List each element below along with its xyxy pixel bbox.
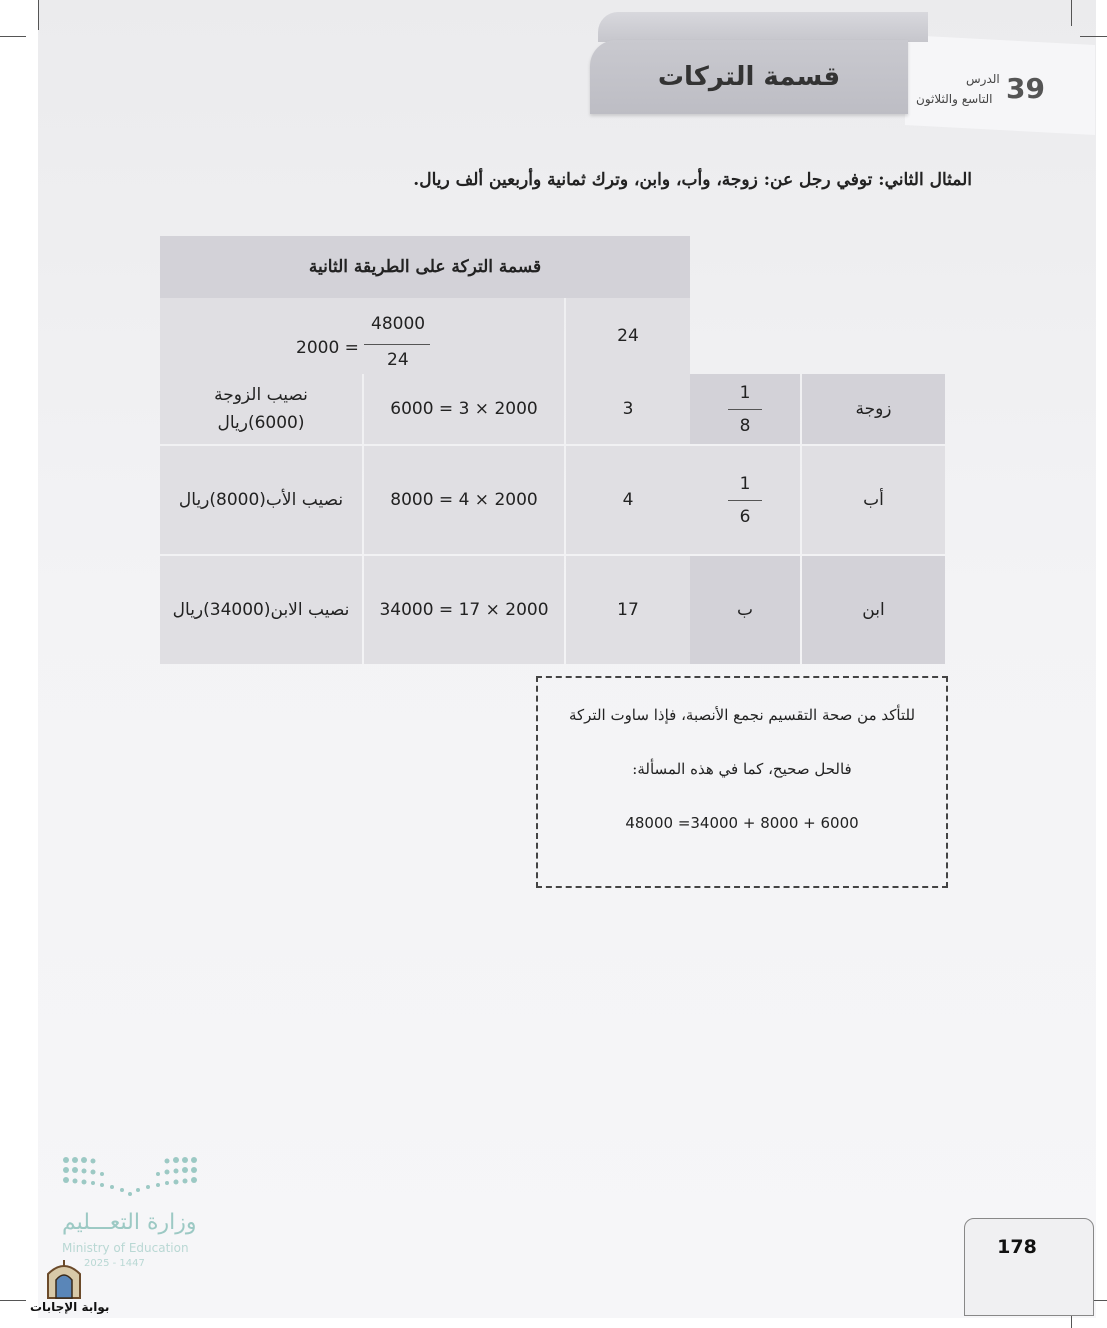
share-denominator: 24 xyxy=(387,350,409,370)
crop-mark xyxy=(0,1300,26,1301)
page-number: 178 xyxy=(997,1236,1037,1258)
calc-text: 34000 = 17 × 2000 xyxy=(379,600,549,620)
page-number-box xyxy=(964,1218,1094,1316)
fraction-bar xyxy=(728,500,762,501)
table-row-parts xyxy=(566,556,690,664)
table-row-result xyxy=(160,556,362,664)
share-value-cell xyxy=(160,298,564,374)
fraction-numerator: 1 xyxy=(739,382,751,403)
portal-logo-icon xyxy=(44,1256,84,1300)
table-row-heir xyxy=(802,374,945,444)
table-title-text: قسمة التركة على الطريقة الثانية xyxy=(308,257,542,277)
share-numerator: 48000 xyxy=(371,314,426,334)
crop-mark xyxy=(0,36,26,37)
parts-text: 17 xyxy=(617,600,639,620)
table-row-result xyxy=(160,374,362,444)
table-row-heir xyxy=(802,446,945,554)
fraction-bar xyxy=(728,409,762,410)
calc-text: 6000 = 3 × 2000 xyxy=(390,399,538,419)
table-row-calc xyxy=(364,556,564,664)
table-row-parts xyxy=(566,374,690,444)
parts-text: 4 xyxy=(622,490,634,510)
crop-mark xyxy=(38,0,39,30)
note-line-2: فالحل صحيح، كما في هذه المسألة: xyxy=(632,760,852,778)
fraction-denominator: 6 xyxy=(739,506,751,527)
base-value: 24 xyxy=(617,326,639,346)
table-row-parts xyxy=(566,446,690,554)
result-line: نصيب الزوجة xyxy=(214,385,308,405)
fraction-text: ب xyxy=(736,600,753,620)
ministry-name-arabic: وزارة التعـــليم xyxy=(62,1210,197,1235)
heir-text: أب xyxy=(863,490,884,510)
table-row-calc xyxy=(364,446,564,554)
calc-text: 8000 = 4 × 2000 xyxy=(390,490,538,510)
result-line: نصيب الابن(34000)ريال xyxy=(172,600,350,620)
ministry-logo-icon xyxy=(62,1156,198,1200)
base-cell xyxy=(566,298,690,374)
lesson-ordinal: التاسع والثلاثون xyxy=(916,92,993,106)
fraction-denominator: 8 xyxy=(739,415,751,436)
fraction xyxy=(728,474,762,527)
parts-text: 3 xyxy=(622,399,634,419)
example-intro: المثال الثاني: توفي رجل عن: زوجة، وأب، وابن، وترك ثمانية وأربعين ألف ريال. xyxy=(413,170,972,190)
table-row-result xyxy=(160,446,362,554)
lesson-number: 39 xyxy=(1006,72,1045,105)
table-row-fraction xyxy=(690,556,800,664)
heir-text: ابن xyxy=(862,600,885,620)
heir-text: زوجة xyxy=(855,399,892,419)
note-line-1: للتأكد من صحة التقسيم نجمع الأنصبة، فإذا ساوت التركة xyxy=(568,706,916,724)
crop-mark xyxy=(1071,0,1072,26)
header-tab-top xyxy=(598,12,928,42)
share-fraction-bar xyxy=(364,344,430,345)
table-row-heir xyxy=(802,556,945,664)
result-line: نصيب الأب(8000)ريال xyxy=(178,490,344,510)
lesson-word: الدرس xyxy=(966,72,1000,86)
table-row-calc xyxy=(364,374,564,444)
table-row-fraction xyxy=(690,446,800,554)
table-title xyxy=(160,236,690,298)
result-line: (6000)ريال xyxy=(217,413,305,433)
note-line-3: 48000 =34000 + 8000 + 6000 xyxy=(625,814,859,832)
lesson-label-box xyxy=(905,35,1095,135)
lesson-title: قسمة التركات xyxy=(657,62,841,92)
table-row-fraction xyxy=(690,374,800,444)
ministry-year: 2025 - 1447 xyxy=(84,1258,145,1269)
portal-name: بوابة الإجابات xyxy=(30,1300,110,1314)
crop-mark xyxy=(1080,36,1107,37)
share-result: 2000 = xyxy=(296,338,359,358)
fraction xyxy=(728,383,762,436)
fraction-numerator: 1 xyxy=(739,473,751,494)
ministry-name-english: Ministry of Education xyxy=(62,1241,189,1255)
